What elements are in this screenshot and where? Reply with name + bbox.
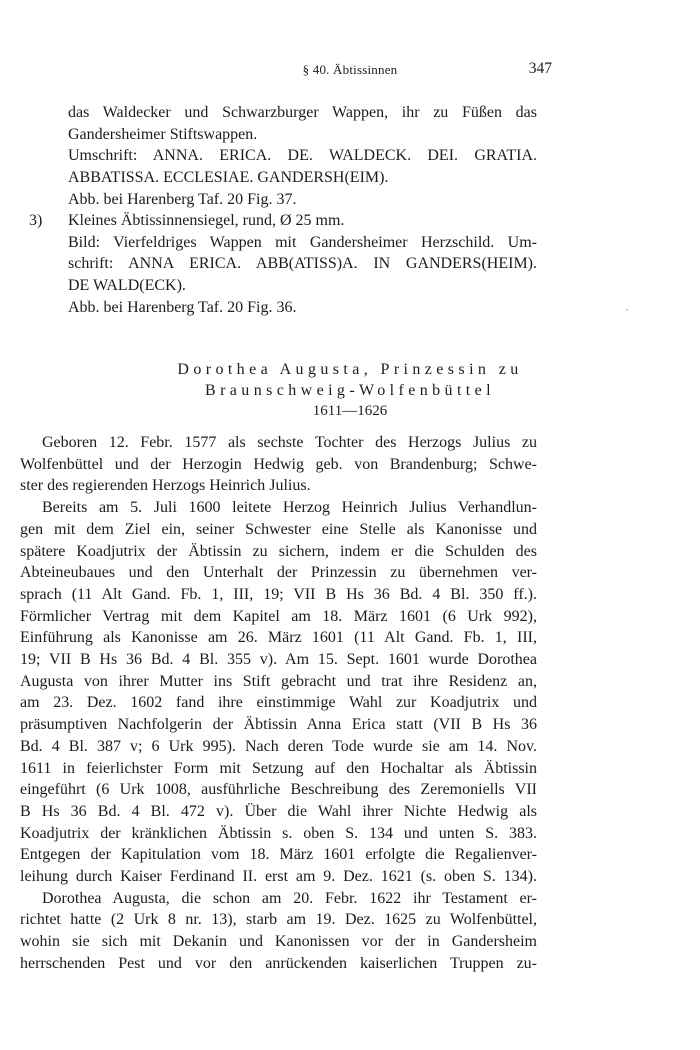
section-heading-name: Dorothea Augusta, Prinzessin zu	[177, 361, 523, 378]
item-line: Abb. bei Harenberg Taf. 20 Fig. 36.	[68, 298, 297, 316]
item-number: 3)	[29, 212, 43, 229]
seal-line: Gandersheimer Stiftswappen.	[68, 125, 258, 143]
paragraph-line: am 23. Dez. 1602 fand ihre einstimmige Wahl zur Koadjutrix und	[20, 694, 537, 712]
paragraph-line: präsumptiven Nachfolgerin der Äbtissin Anna Erica statt (VII B Hs 36	[20, 716, 537, 734]
paragraph-line: spätere Koadjutrix der Äbtissin zu sichern, indem er die Schulden des	[20, 542, 537, 560]
paragraph-line: sprach (11 Alt Gand. Fb. 1, III, 19; VII B Hs 36 Bd. 4 Bl. 350 ff.).	[20, 585, 537, 603]
paragraph-line: Dorothea Augusta, die schon am 20. Febr. 1622 ihr Testament er-	[42, 889, 537, 907]
item-line: Bild: Vierfeldriges Wappen mit Gandersheimer Herzschild. Um-	[68, 233, 537, 251]
paragraph-line: leihung durch Kaiser Ferdinand II. erst am 9. Dez. 1621 (s. oben S. 134).	[20, 868, 537, 886]
paragraph-line: wohin sie sich mit Dekanin und Kanonissen vor der in Gandersheim	[20, 933, 537, 951]
paragraph-line: Bd. 4 Bl. 387 v; 6 Urk 995). Nach deren Tode wurde sie am 14. Nov.	[20, 737, 537, 755]
paragraph-line: Einführung als Kanonisse am 26. März 1601 (11 Alt Gand. Fb. 1, III,	[20, 629, 537, 647]
paragraph-line: Abteineubaues und den Unterhalt der Prinzessin zu übernehmen ver-	[20, 564, 537, 582]
paragraph-line: Förmlicher Vertrag mit dem Kapitel am 18. März 1601 (6 Urk 992),	[20, 607, 537, 625]
paragraph-line: Augusta von ihrer Mutter ins Stift gebracht und trat ihre Residenz an,	[20, 672, 537, 690]
seal-item-3	[0, 210, 537, 319]
paragraph-line: eingeführt (6 Urk 1008, ausführliche Beschreibung des Zeremoniells VII	[20, 781, 537, 799]
paragraph-line: herrschenden Pest und vor den anrückenden kaiserlichen Truppen zu-	[20, 954, 537, 972]
item-line: DE WALD(ECK).	[68, 277, 186, 295]
paragraph-line: richtet hatte (2 Urk 8 nr. 13), starb am 19. Dez. 1625 zu Wolfenbüttel,	[20, 911, 537, 929]
running-head	[0, 62, 700, 82]
paragraph-line: Koadjutrix der kränklichen Äbtissin s. oben S. 134 und unten S. 383.	[20, 824, 537, 842]
paragraph-line: Wolfenbüttel und der Herzogin Hedwig geb. von Brandenburg; Schwe-	[20, 455, 537, 473]
running-title: § 40. Äbtissinnen	[302, 62, 398, 77]
item-line: schrift: ANNA ERICA. ABB(ATISS)A. IN GANDERS(HEIM).	[68, 255, 537, 273]
margin-dot	[626, 309, 628, 311]
paragraph-line: Bereits am 5. Juli 1600 leitete Herzog Heinrich Julius Verhandlun-	[42, 499, 537, 517]
paragraph-line: 1611 in feierlichster Form mit Setzung auf den Hochaltar als Äbtissin	[20, 759, 537, 777]
paragraph-line: B Hs 36 Bd. 4 Bl. 472 v). Über die Wahl ihrer Nichte Hedwig als	[20, 802, 537, 820]
paragraph-line: gen mit dem Ziel ein, seiner Schwester eine Stelle als Kanonisse und	[20, 520, 537, 538]
item-line: Kleines Äbtissinnensiegel, rund, Ø 25 mm.	[68, 212, 345, 229]
paragraph-birth	[20, 432, 537, 497]
seal-line: das Waldecker und Schwarzburger Wappen, ihr zu Füßen das	[68, 104, 537, 121]
section-heading-dates: 1611—1626	[312, 403, 388, 419]
seal-line: ABBATISSA. ECCLESIAE. GANDERSH(EIM).	[68, 169, 389, 187]
paragraph-career	[20, 497, 537, 888]
paragraph-line: 19; VII B Hs 36 Bd. 4 Bl. 355 v). Am 15. Sept. 1601 wurde Dorothea	[20, 651, 537, 669]
page-number: 347	[528, 60, 552, 77]
paragraph-line: ster des regierenden Herzogs Heinrich Julius.	[20, 477, 311, 495]
section-heading-title: Braunschweig-Wolfenbüttel	[205, 382, 495, 399]
seal-description-block	[68, 102, 537, 211]
paragraph-line: Geboren 12. Febr. 1577 als sechste Tochter des Herzogs Julius zu	[42, 434, 537, 451]
seal-line: Abb. bei Harenberg Taf. 20 Fig. 37.	[68, 190, 297, 208]
paragraph-line: Entgegen der Kapitulation vom 18. März 1601 erfolgte die Regalienver-	[20, 846, 537, 864]
body-text	[20, 432, 537, 975]
paragraph-death	[20, 888, 537, 975]
seal-line: Umschrift: ANNA. ERICA. DE. WALDECK. DEI. GRATIA.	[68, 147, 537, 165]
